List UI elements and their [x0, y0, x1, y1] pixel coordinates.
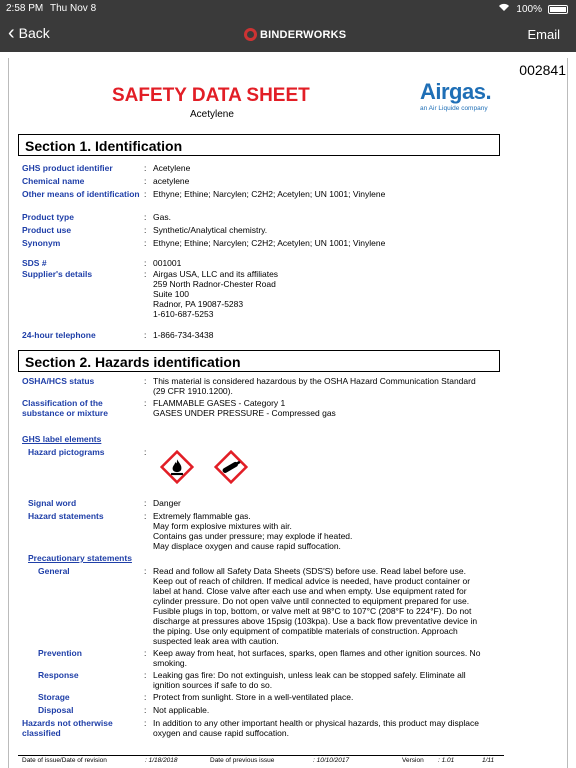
chevron-left-icon: ‹ — [8, 22, 15, 44]
footer-issue-label: Date of issue/Date of revision — [22, 757, 107, 764]
airgas-tagline: an Air Liquide company — [420, 105, 488, 112]
label-storage: Storage — [38, 692, 70, 702]
colon: : — [144, 269, 147, 279]
value-hnoc: In addition to any other important health or physical hazards, this product may displace oxygen and cause rapid suffocation. — [153, 718, 480, 738]
colon: : — [144, 212, 147, 222]
document-view[interactable] — [0, 52, 576, 768]
sds-title: SAFETY DATA SHEET — [112, 85, 310, 106]
label-hazard-pictograms: Hazard pictograms — [28, 447, 105, 457]
value-product-type: Gas. — [153, 212, 171, 222]
value-osha-status: This material is considered hazardous by the OSHA Hazard Communication Standard (29 CFR 1910.1200). — [153, 376, 476, 396]
footer-page: 1/11 — [482, 757, 495, 764]
colon: : — [144, 511, 147, 521]
back-button[interactable] — [8, 22, 50, 44]
colon: : — [144, 705, 147, 715]
label-product-type: Product type — [22, 212, 74, 222]
document-number: 002841 — [519, 62, 566, 78]
link-ghs-label-elements[interactable]: GHS label elements — [22, 434, 102, 444]
value-sds-number: 001001 — [153, 258, 182, 268]
footer-prev-value: : 10/10/2017 — [313, 757, 350, 764]
label-supplier-details: Supplier's details — [22, 269, 93, 279]
battery-percent: 100% — [516, 3, 542, 15]
colon: : — [144, 566, 147, 576]
label-classification: Classification of the substance or mixture — [22, 398, 108, 418]
footer-issue-value: : 1/18/2018 — [145, 757, 178, 764]
airgas-logo: Airgas. — [420, 79, 492, 104]
label-osha-status: OSHA/HCS status — [22, 376, 95, 386]
footer-prev-label: Date of previous issue — [210, 757, 275, 764]
gas-cylinder-pictogram-icon — [214, 450, 248, 484]
label-hnoc: Hazards not otherwise classified — [22, 718, 113, 738]
value-ghs-identifier: Acetylene — [153, 163, 191, 173]
binderworks-logo — [244, 28, 346, 41]
section1-heading: Section 1. Identification — [18, 134, 500, 156]
value-hazard-statements: Extremely flammable gas. May form explosive mixtures with air. Contains gas under pressure; may explode if heated. May displace oxygen and cause rapid suffocation. — [153, 511, 353, 551]
product-name: Acetylene — [190, 109, 234, 120]
status-bar — [0, 0, 576, 18]
footer-version-label: Version — [402, 757, 424, 764]
back-label: Back — [18, 25, 50, 41]
label-general: General — [38, 566, 70, 576]
label-prevention: Prevention — [38, 648, 82, 658]
value-signal-word: Danger — [153, 498, 181, 508]
label-24h-telephone: 24-hour telephone — [22, 330, 96, 340]
value-chemical-name: acetylene — [153, 176, 190, 186]
label-response: Response — [38, 670, 79, 680]
value-storage: Protect from sunlight. Store in a well-ventilated place. — [153, 692, 354, 702]
status-right — [498, 3, 568, 15]
section2-heading: Section 2. Hazards identification — [18, 350, 500, 372]
colon: : — [144, 498, 147, 508]
value-synonym: Ethyne; Ethine; Narcylen; C2H2; Acetylen; UN 1001; Vinylene — [153, 238, 386, 248]
colon: : — [144, 330, 147, 340]
value-other-means: Ethyne; Ethine; Narcylen; C2H2; Acetylen; UN 1001; Vinylene — [153, 189, 386, 199]
colon: : — [144, 398, 147, 408]
value-general: Read and follow all Safety Data Sheets (SDS'S) before use. Read label before use. Keep out of reach of children. If medical advice is needed, have product container or label at hand. Close valve after each use and when empty. Use equipment rated for cylinder pressure. Do not open valve until connected to equipment prepared for use. Fusible plugs in top, bottom, or valve melt at 98°C to 107°C (208°F to 224°F). Do not discharge at pressures above 15psig (103kpa). Use a back flow preventative device in the piping. Use only equipment of compatible materials of construction. Approach suspected leak area with caution. — [153, 566, 478, 646]
email-button[interactable]: Email — [527, 27, 560, 42]
colon: : — [144, 718, 147, 728]
value-supplier-details: Airgas USA, LLC and its affiliates 259 North Radnor-Chester Road Suite 100 Radnor, PA 19087-5283 1-610-687-5253 — [153, 269, 279, 319]
battery-icon — [548, 5, 568, 14]
link-precautionary-statements[interactable]: Precautionary statements — [28, 553, 132, 563]
colon: : — [144, 692, 147, 702]
label-other-means: Other means of identification — [22, 189, 140, 199]
label-product-use: Product use — [22, 225, 72, 235]
flame-pictogram-icon — [160, 450, 194, 484]
value-response: Leaking gas fire: Do not extinguish, unless leak can be stopped safely. Eliminate all ignition sources if safe to do so. — [153, 670, 466, 690]
value-disposal: Not applicable. — [153, 705, 210, 715]
colon: : — [144, 648, 147, 658]
status-date: Thu Nov 8 — [50, 3, 97, 14]
wifi-icon — [498, 3, 510, 15]
value-24h-telephone: 1-866-734-3438 — [153, 330, 214, 340]
value-classification: FLAMMABLE GASES - Category 1 GASES UNDER PRESSURE - Compressed gas — [153, 398, 336, 418]
colon: : — [144, 189, 147, 199]
colon: : — [144, 670, 147, 680]
colon: : — [144, 376, 147, 386]
logo-text: BINDERWORKS — [260, 28, 347, 41]
logo-mark-icon — [244, 28, 257, 41]
colon: : — [144, 225, 147, 235]
label-synonym: Synonym — [22, 238, 61, 248]
value-prevention: Keep away from heat, hot surfaces, sparks, open flames and other ignition sources. No smoking. — [153, 648, 481, 668]
nav-bar — [0, 18, 576, 52]
status-time: 2:58 PM — [6, 3, 44, 14]
colon: : — [144, 258, 147, 268]
label-disposal: Disposal — [38, 705, 74, 715]
footer-version-value: : 1.01 — [438, 757, 455, 764]
label-ghs-identifier: GHS product identifier — [22, 163, 113, 173]
label-signal-word: Signal word — [28, 498, 77, 508]
colon: : — [144, 238, 147, 248]
colon: : — [144, 176, 147, 186]
colon: : — [144, 163, 147, 173]
label-chemical-name: Chemical name — [22, 176, 85, 186]
label-sds-number: SDS # — [22, 258, 47, 268]
value-product-use: Synthetic/Analytical chemistry. — [153, 225, 268, 235]
footer-divider — [18, 755, 504, 756]
colon: : — [144, 447, 147, 457]
label-hazard-statements: Hazard statements — [28, 511, 104, 521]
